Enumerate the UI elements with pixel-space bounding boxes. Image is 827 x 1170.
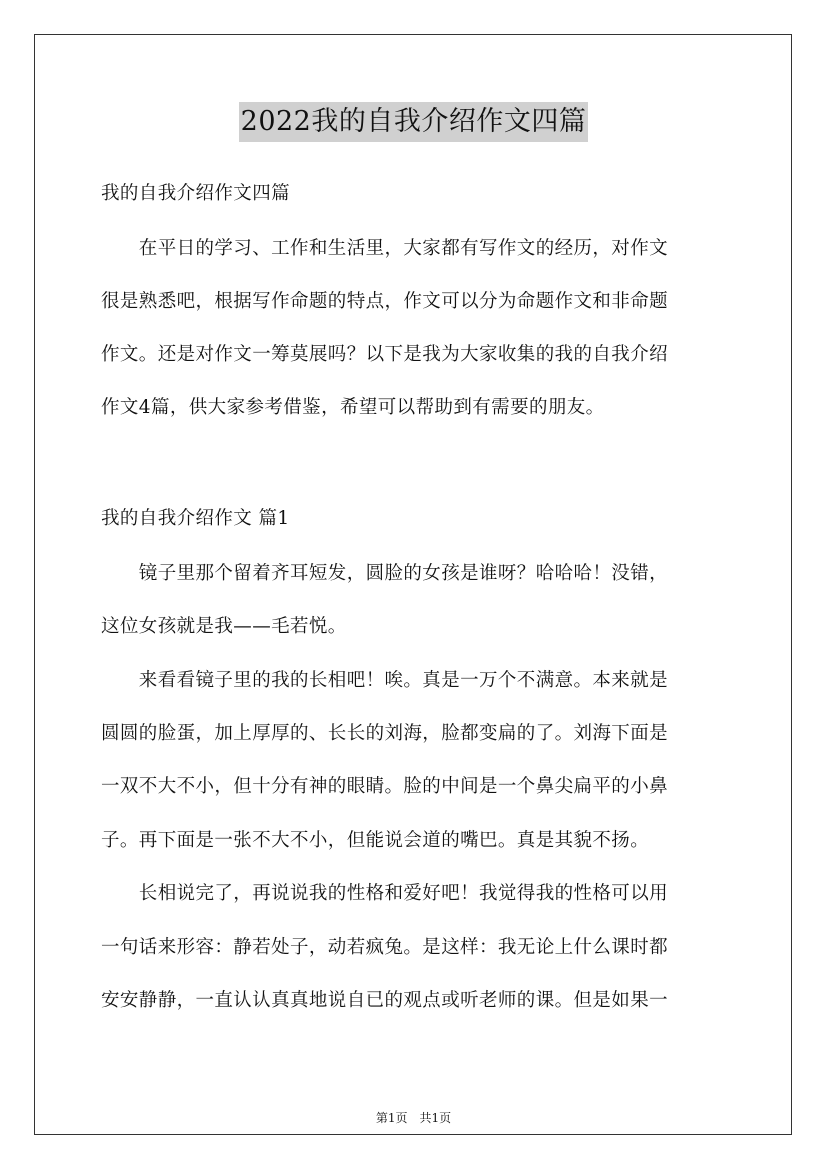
intro-line-4: 作文4篇，供大家参考借鉴，希望可以帮助到有需要的朋友。	[101, 397, 605, 418]
paragraph1-line-1: 镜子里那个留着齐耳短发，圆脸的女孩是谁呀？哈哈哈！没错，	[101, 563, 669, 584]
paragraph3-line-1: 长相说完了，再说说我的性格和爱好吧！我觉得我的性格可以用	[101, 883, 669, 904]
paragraph2-line-3: 一双不大不小，但十分有神的眼睛。脸的中间是一个鼻尖扁平的小鼻	[101, 776, 669, 797]
section-heading: 我的自我介绍作文 篇1	[101, 508, 290, 529]
intro-line-1: 在平日的学习、工作和生活里，大家都有写作文的经历，对作文	[101, 238, 669, 259]
document-subtitle: 我的自我介绍作文四篇	[101, 183, 291, 204]
page-number: 第1页 共1页	[375, 1111, 452, 1125]
page-footer	[0, 1110, 827, 1126]
paragraph2-line-2: 圆圆的脸蛋，加上厚厚的、长长的刘海，脸都变扁的了。刘海下面是	[101, 723, 669, 744]
intro-line-2: 很是熟悉吧，根据写作命题的特点，作文可以分为命题作文和非命题	[101, 291, 669, 312]
paragraph2-line-4: 子。再下面是一张不大不小，但能说会道的嘴巴。真是其貌不扬。	[101, 830, 650, 851]
title-container	[0, 102, 827, 142]
paragraph3-line-3: 安安静静，一直认认真真地说自已的观点或听老师的课。但是如果一	[101, 990, 669, 1011]
document-title: 2022我的自我介绍作文四篇	[239, 102, 589, 142]
paragraph1-line-2: 这位女孩就是我——毛若悦。	[101, 616, 347, 637]
paragraph2-line-1: 来看看镜子里的我的长相吧！唉。真是一万个不满意。本来就是	[101, 670, 669, 691]
intro-line-3: 作文。还是对作文一筹莫展吗？以下是我为大家收集的我的自我介绍	[101, 344, 669, 365]
paragraph3-line-2: 一句话来形容：静若处子，动若疯兔。是这样：我无论上什么课时都	[101, 937, 669, 958]
